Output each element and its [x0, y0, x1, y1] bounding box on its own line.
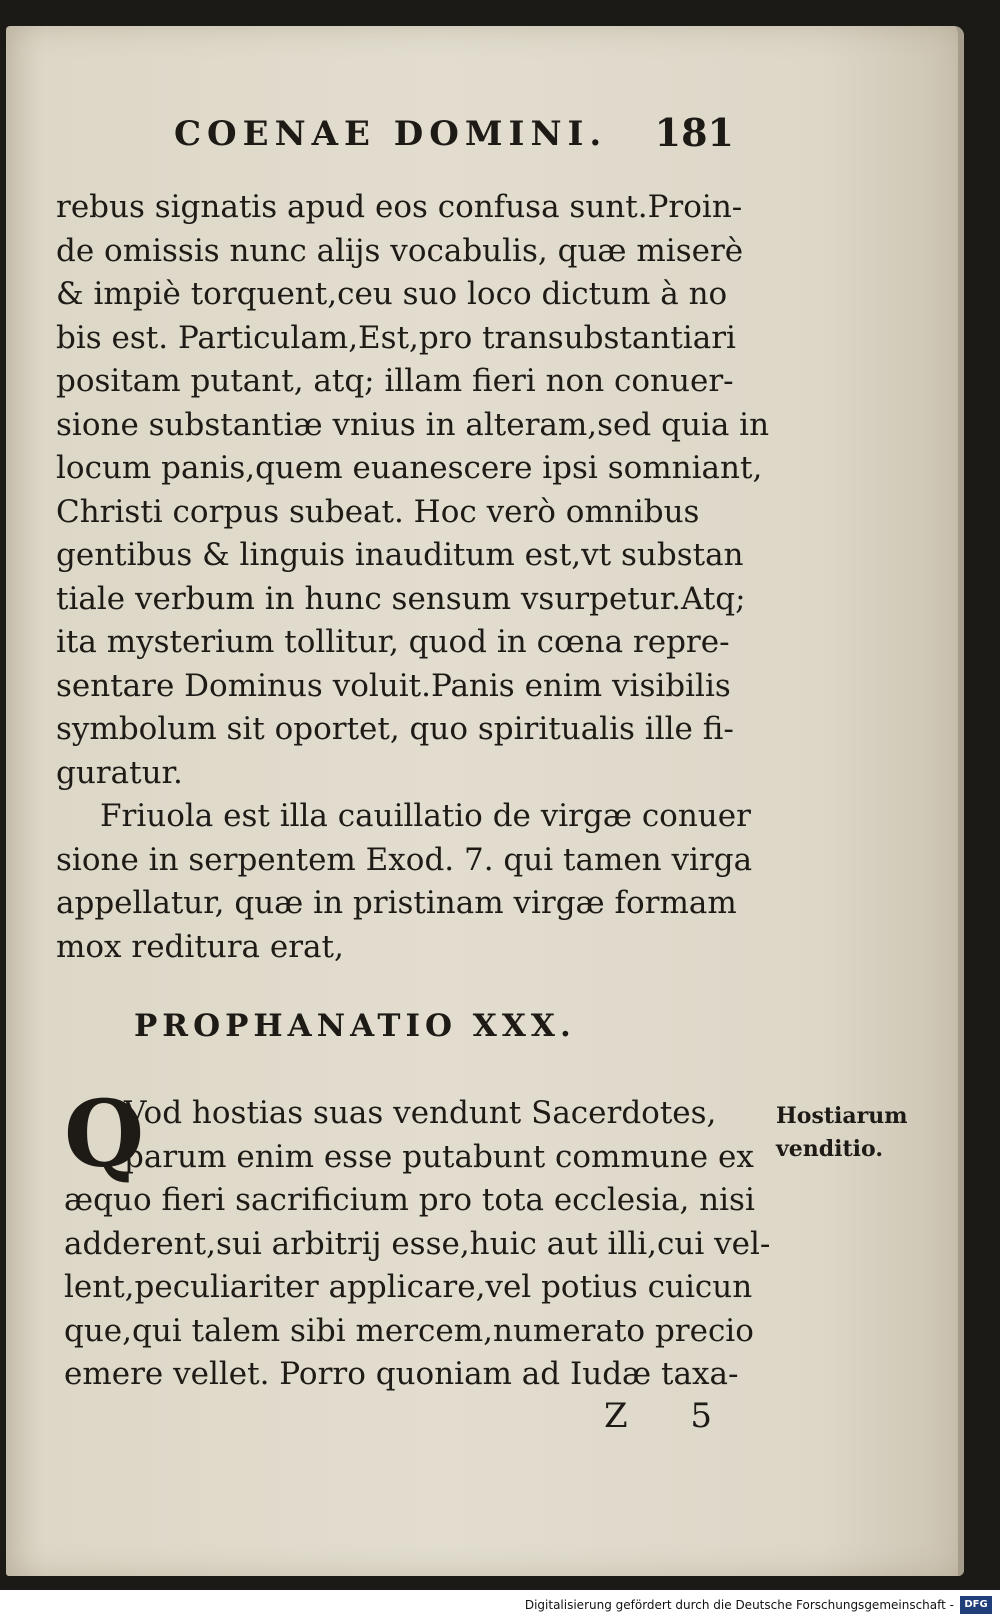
text-line: bis est. Particulam,Est,pro transubstantiari	[56, 319, 736, 356]
funding-credit: Digitalisierung gefördert durch die Deutsche Forschungsgemeinschaft -	[524, 1598, 954, 1612]
text-line: Christi corpus subeat. Hoc verò omnibus	[56, 493, 700, 530]
text-line: æquo fieri sacrificium pro tota ecclesia, nisi	[64, 1182, 755, 1218]
text-line: mox reditura erat,	[56, 928, 344, 965]
page-number: 181	[654, 110, 734, 155]
text-block-1	[56, 186, 770, 969]
page-header	[174, 110, 734, 174]
text-line: sione in serpentem Exod. 7. qui tamen virga	[56, 841, 753, 878]
text-line: de omissis nunc alijs vocabulis, quæ miserè	[56, 232, 744, 269]
text-line: locum panis,quem euanescere ipsi somniant,	[56, 450, 763, 486]
book-page	[6, 26, 964, 1576]
text-line: guratur.	[56, 754, 183, 791]
marginal-note-line: Hostiarum	[776, 1103, 908, 1129]
text-block-2	[64, 1080, 771, 1397]
text-line: sentare Dominus voluit.Panis enim visibilis	[56, 667, 731, 704]
marginal-note	[776, 1100, 907, 1166]
text-line: sione substantiæ vnius in alteram,sed quia in	[56, 406, 770, 443]
text-line: & impiè torquent,ceu suo loco dictum à no	[56, 276, 728, 312]
text-line: lent,peculiariter applicare,vel potius cuicun	[64, 1269, 753, 1305]
text-line: symbolum sit oportet, quo spiritualis ille fi-	[56, 711, 734, 747]
dfg-logo: DFG	[960, 1596, 992, 1614]
running-title: COENAE DOMINI.	[174, 114, 608, 154]
text-line: adderent,sui arbitrij esse,huic aut illi,cui vel-	[64, 1225, 771, 1262]
text-line: parum enim esse putabunt commune ex	[124, 1138, 754, 1175]
text-line: Vod hostias suas vendunt Sacerdotes,	[124, 1095, 717, 1131]
drop-cap: Q	[64, 1080, 145, 1188]
text-line: Friuola est illa cauillatio de virgæ conuer	[100, 798, 751, 834]
text-line: positam putant, atq; illam fieri non conuer-	[56, 363, 734, 399]
text-line: appellatur, quæ in pristinam virgæ formam	[56, 885, 737, 921]
text-line: rebus signatis apud eos confusa sunt.Proin-	[56, 189, 743, 225]
text-line: tiale verbum in hunc sensum vsurpetur.Atq;	[56, 580, 746, 617]
section-heading: PROPHANATIO XXX.	[134, 1008, 576, 1044]
text-line: que,qui talem sibi mercem,numerato precio	[64, 1312, 754, 1349]
signature-mark: Z 5	[604, 1396, 739, 1436]
marginal-note-line: venditio.	[776, 1136, 883, 1162]
text-line: gentibus & linguis inauditum est,vt substan	[56, 537, 744, 573]
text-line: emere vellet. Porro quoniam ad Iudæ taxa-	[64, 1356, 739, 1392]
footer-bar	[0, 1590, 1000, 1623]
text-line: ita mysterium tollitur, quod in cœna repre-	[56, 624, 730, 660]
